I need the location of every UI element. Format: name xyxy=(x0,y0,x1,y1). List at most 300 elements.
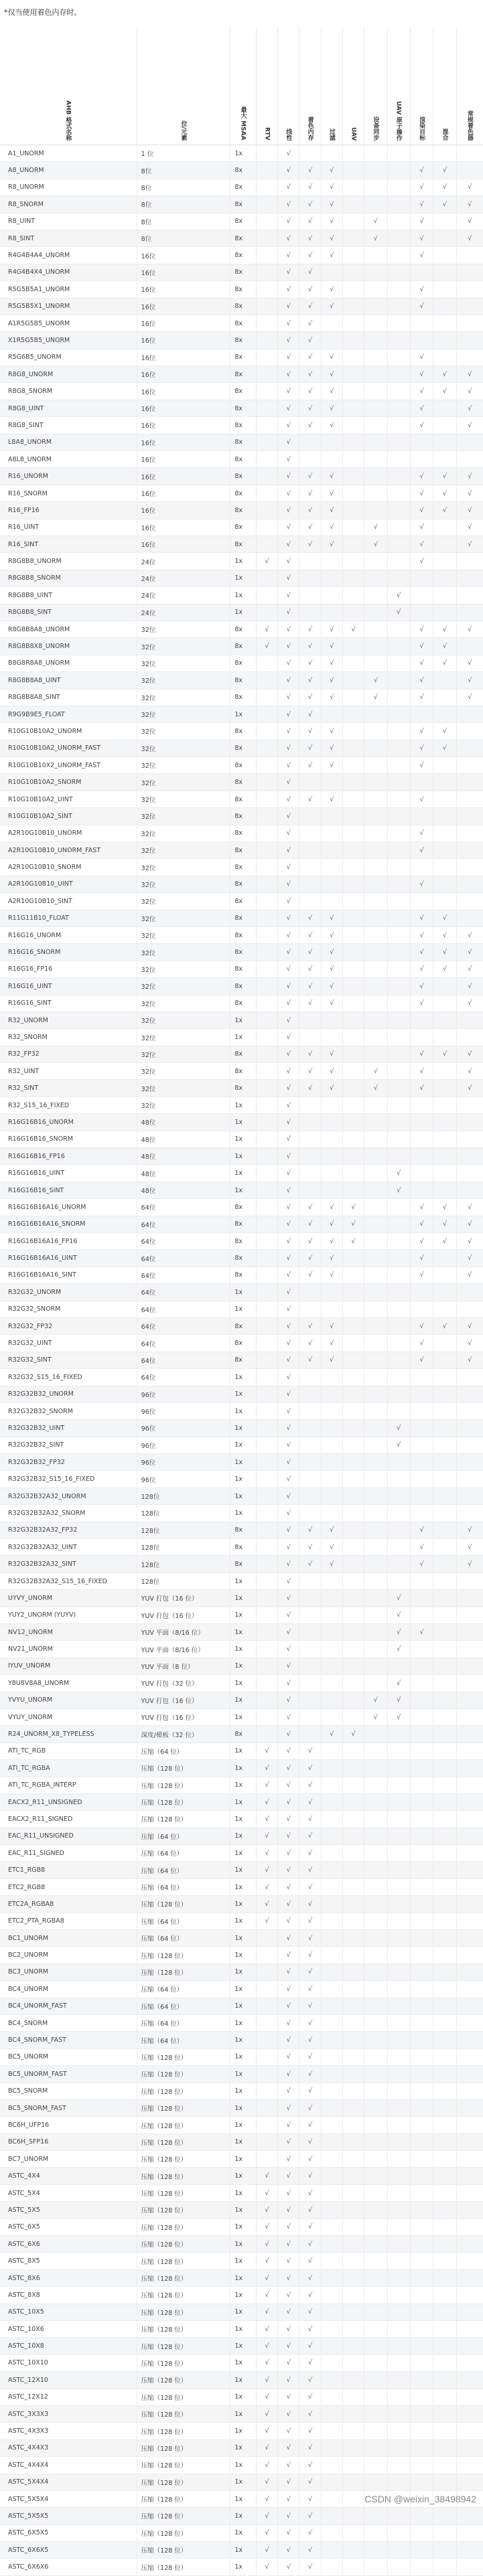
support-cell xyxy=(456,1726,483,1743)
msaa-cell: 1x xyxy=(230,1369,257,1386)
check-mark-icon: √ xyxy=(442,167,447,175)
format-name-cell: L8A8_UNORM xyxy=(0,434,137,451)
support-cell xyxy=(257,876,278,892)
support-cell xyxy=(387,723,410,740)
msaa-cell: 8x xyxy=(230,468,257,485)
bits-cell: 16位 xyxy=(137,383,230,400)
support-cell xyxy=(410,2117,433,2134)
support-cell xyxy=(433,281,456,298)
support-cell xyxy=(364,2066,387,2083)
support-cell xyxy=(278,2490,299,2507)
check-mark-icon: √ xyxy=(286,353,291,361)
msaa-cell: 8x xyxy=(230,1352,257,1368)
check-mark-icon: √ xyxy=(265,1866,269,1874)
table-row xyxy=(0,2508,483,2524)
check-mark-icon: √ xyxy=(286,761,291,769)
table-row xyxy=(0,1828,483,1844)
support-cell xyxy=(299,315,321,331)
bits-cell: 16位 xyxy=(137,298,230,315)
check-mark-icon: √ xyxy=(286,2529,291,2537)
support-cell xyxy=(364,2542,387,2559)
support-cell xyxy=(410,740,433,756)
check-mark-icon: √ xyxy=(419,234,424,242)
support-cell xyxy=(257,621,278,637)
support-cell xyxy=(456,1420,483,1437)
check-mark-icon: √ xyxy=(419,388,424,396)
support-cell xyxy=(456,2372,483,2389)
check-mark-icon: √ xyxy=(307,2223,313,2231)
support-cell xyxy=(364,2269,387,2286)
support-cell xyxy=(410,332,433,349)
support-cell xyxy=(257,400,278,416)
check-mark-icon: √ xyxy=(265,643,269,651)
support-cell xyxy=(321,1556,342,1573)
format-name-cell: R8_UINT xyxy=(0,213,137,230)
support-cell xyxy=(299,383,321,400)
support-cell xyxy=(364,162,387,179)
support-cell xyxy=(278,638,299,655)
support-cell xyxy=(456,842,483,859)
support-cell xyxy=(410,1539,433,1556)
support-cell xyxy=(299,281,321,298)
support-cell xyxy=(257,1250,278,1267)
support-cell xyxy=(257,536,278,552)
format-name-cell: R8G8B8X8_UNORM xyxy=(0,638,137,655)
support-cell xyxy=(456,553,483,570)
support-cell xyxy=(433,2184,456,2201)
support-cell xyxy=(387,774,410,791)
check-mark-icon: √ xyxy=(286,1424,291,1432)
support-cell xyxy=(321,2474,342,2490)
support-cell xyxy=(433,2202,456,2219)
support-cell xyxy=(299,944,321,961)
table-row xyxy=(0,995,483,1012)
check-mark-icon: √ xyxy=(419,643,424,651)
support-cell xyxy=(387,383,410,400)
support-cell xyxy=(387,1607,410,1623)
check-mark-icon: √ xyxy=(330,694,334,702)
support-cell xyxy=(456,774,483,791)
bits-cell: 128位 xyxy=(137,1487,230,1504)
support-cell xyxy=(387,247,410,264)
support-cell xyxy=(299,1896,321,1913)
support-cell xyxy=(456,1335,483,1352)
bits-cell: 16位 xyxy=(137,468,230,485)
check-mark-icon: √ xyxy=(419,1356,424,1364)
check-mark-icon: √ xyxy=(286,149,291,157)
support-cell xyxy=(257,213,278,230)
support-cell xyxy=(433,2117,456,2134)
support-cell xyxy=(456,2457,483,2474)
check-mark-icon: √ xyxy=(286,1815,291,1823)
support-cell xyxy=(278,1522,299,1538)
table-row xyxy=(0,1743,483,1759)
support-cell xyxy=(387,825,410,841)
support-cell xyxy=(410,485,433,501)
support-cell xyxy=(456,1675,483,1692)
support-cell xyxy=(364,1913,387,1929)
format-name-cell: ASTC_5X4X4 xyxy=(0,2474,137,2490)
support-cell xyxy=(299,927,321,943)
check-mark-icon: √ xyxy=(286,200,291,208)
support-cell xyxy=(257,1896,278,1913)
support-cell xyxy=(387,2508,410,2524)
support-cell xyxy=(321,281,342,298)
support-cell xyxy=(433,196,456,213)
table-row xyxy=(0,366,483,383)
support-cell xyxy=(364,961,387,977)
check-mark-icon: √ xyxy=(351,1220,356,1228)
format-name-cell: R32G32_UINT xyxy=(0,1335,137,1352)
support-cell xyxy=(278,1012,299,1028)
bits-cell: 32位 xyxy=(137,1097,230,1113)
table-row xyxy=(0,281,483,298)
support-cell xyxy=(456,757,483,774)
column-header-label: 着色内存 xyxy=(306,116,314,141)
support-cell xyxy=(433,1998,456,2014)
support-cell xyxy=(433,927,456,943)
support-cell xyxy=(299,332,321,349)
check-mark-icon: √ xyxy=(468,388,472,396)
check-mark-icon: √ xyxy=(442,744,447,752)
bits-cell: 32位 xyxy=(137,638,230,655)
support-cell xyxy=(321,332,342,349)
check-mark-icon: √ xyxy=(468,404,472,412)
support-cell xyxy=(433,893,456,910)
support-cell xyxy=(364,2338,387,2354)
check-mark-icon: √ xyxy=(468,200,472,208)
table-row xyxy=(0,1590,483,1607)
support-cell xyxy=(342,2014,364,2031)
support-cell xyxy=(257,1760,278,1777)
support-cell xyxy=(456,1454,483,1471)
check-mark-icon: √ xyxy=(265,2546,269,2554)
support-cell xyxy=(299,1029,321,1046)
support-cell xyxy=(342,1726,364,1743)
check-mark-icon: √ xyxy=(307,2359,313,2367)
support-cell xyxy=(342,1811,364,1828)
support-cell xyxy=(433,2524,456,2541)
support-cell xyxy=(410,2032,433,2048)
table-row xyxy=(0,927,483,943)
support-cell xyxy=(299,1845,321,1862)
format-name-cell: ASTC_4X4X4 xyxy=(0,2457,137,2474)
check-mark-icon: √ xyxy=(373,234,378,242)
support-cell xyxy=(278,1317,299,1334)
support-cell xyxy=(321,1199,342,1216)
bits-cell: 96位 xyxy=(137,1402,230,1419)
support-cell xyxy=(387,2457,410,2474)
check-mark-icon: √ xyxy=(286,285,291,293)
support-cell xyxy=(257,2151,278,2168)
support-cell xyxy=(257,1573,278,1589)
column-header-8 xyxy=(364,27,387,145)
support-cell xyxy=(299,451,321,468)
support-cell xyxy=(278,468,299,485)
support-cell xyxy=(456,2439,483,2456)
check-mark-icon: √ xyxy=(373,540,378,548)
check-mark-icon: √ xyxy=(307,1084,313,1093)
format-name-cell: BC7_UNORM xyxy=(0,2151,137,2168)
table-row xyxy=(0,621,483,637)
support-cell xyxy=(299,162,321,179)
bits-cell: 32位 xyxy=(137,689,230,706)
check-mark-icon: √ xyxy=(286,1475,291,1483)
check-mark-icon: √ xyxy=(373,1713,378,1721)
support-cell xyxy=(433,1743,456,1759)
support-cell xyxy=(387,2083,410,2099)
msaa-cell: 1x xyxy=(230,1930,257,1947)
format-name-cell: BC6H_UFP16 xyxy=(0,2117,137,2134)
check-mark-icon: √ xyxy=(330,183,334,191)
table-row xyxy=(0,1352,483,1368)
support-cell xyxy=(321,978,342,995)
support-cell xyxy=(410,1148,433,1165)
format-support-table xyxy=(0,27,483,2576)
support-cell xyxy=(342,2099,364,2116)
support-cell xyxy=(278,621,299,637)
support-cell xyxy=(387,2439,410,2456)
support-cell xyxy=(299,1233,321,1250)
support-cell xyxy=(433,2066,456,2083)
support-cell xyxy=(342,1317,364,1334)
check-mark-icon: √ xyxy=(286,829,291,837)
support-cell xyxy=(278,2083,299,2099)
column-header-4 xyxy=(278,27,299,145)
support-cell xyxy=(410,2321,433,2338)
support-cell xyxy=(433,859,456,876)
support-cell xyxy=(433,621,456,637)
support-cell xyxy=(257,1386,278,1402)
support-cell xyxy=(456,1878,483,1895)
support-cell xyxy=(257,366,278,383)
support-cell xyxy=(342,145,364,162)
msaa-cell: 8x xyxy=(230,485,257,501)
support-cell xyxy=(387,162,410,179)
support-cell xyxy=(257,1301,278,1317)
check-mark-icon: √ xyxy=(397,1696,401,1704)
column-header-1 xyxy=(137,27,230,145)
support-cell xyxy=(257,1793,278,1810)
support-cell xyxy=(299,1114,321,1131)
support-cell xyxy=(364,995,387,1012)
support-cell xyxy=(387,264,410,280)
support-cell xyxy=(410,638,433,655)
table-row xyxy=(0,740,483,756)
support-cell xyxy=(410,1284,433,1301)
table-row xyxy=(0,1726,483,1743)
support-cell xyxy=(278,842,299,859)
support-cell xyxy=(257,740,278,756)
table-row xyxy=(0,842,483,859)
msaa-cell: 8x xyxy=(230,383,257,400)
check-mark-icon: √ xyxy=(307,1271,313,1279)
support-cell xyxy=(364,910,387,927)
support-cell xyxy=(257,2066,278,2083)
support-cell xyxy=(433,1878,456,1895)
support-cell xyxy=(456,1284,483,1301)
bits-cell: 压缩（128 位） xyxy=(137,2134,230,2150)
format-name-cell: ASTC_8X5 xyxy=(0,2253,137,2269)
support-cell xyxy=(342,2269,364,2286)
support-cell xyxy=(410,264,433,280)
support-cell xyxy=(387,2168,410,2184)
check-mark-icon: √ xyxy=(286,1764,291,1772)
check-mark-icon: √ xyxy=(442,1203,447,1211)
check-mark-icon: √ xyxy=(286,846,291,854)
support-cell xyxy=(387,1352,410,1368)
check-mark-icon: √ xyxy=(330,643,334,651)
check-mark-icon: √ xyxy=(307,2444,313,2452)
check-mark-icon: √ xyxy=(286,1322,291,1330)
support-cell xyxy=(257,2117,278,2134)
support-cell xyxy=(364,2287,387,2304)
msaa-cell: 1x xyxy=(230,2389,257,2405)
support-cell xyxy=(257,1471,278,1487)
support-cell xyxy=(278,927,299,943)
bits-cell: 16位 xyxy=(137,485,230,501)
bits-cell: YUV 平面（8/16 位） xyxy=(137,1623,230,1640)
msaa-cell: 1x xyxy=(230,2253,257,2269)
support-cell xyxy=(456,2304,483,2320)
format-name-cell: R32G32_S15_16_FIXED xyxy=(0,1369,137,1386)
support-cell xyxy=(387,1114,410,1131)
bits-cell: 压缩（64 位） xyxy=(137,2032,230,2048)
support-cell xyxy=(433,2457,456,2474)
support-cell xyxy=(299,179,321,195)
msaa-cell: 8x xyxy=(230,1063,257,1080)
support-cell xyxy=(342,2048,364,2065)
support-cell xyxy=(278,1556,299,1573)
support-cell xyxy=(410,1199,433,1216)
support-cell xyxy=(364,604,387,621)
support-cell xyxy=(410,1114,433,1131)
bits-cell: 32位 xyxy=(137,1063,230,1080)
support-cell xyxy=(257,2321,278,2338)
msaa-cell: 1x xyxy=(230,2559,257,2575)
support-cell xyxy=(299,1590,321,1607)
check-mark-icon: √ xyxy=(286,2291,291,2299)
format-name-cell: EAC_R11_UNSIGNED xyxy=(0,1828,137,1844)
check-mark-icon: √ xyxy=(265,2359,269,2367)
support-cell xyxy=(410,451,433,468)
support-cell xyxy=(456,689,483,706)
support-cell xyxy=(278,1930,299,1947)
support-cell xyxy=(410,1335,433,1352)
support-cell xyxy=(257,1777,278,1793)
support-cell xyxy=(278,1454,299,1471)
support-cell xyxy=(257,1012,278,1028)
support-cell xyxy=(387,2134,410,2150)
check-mark-icon: √ xyxy=(307,2427,313,2435)
bits-cell: 96位 xyxy=(137,1471,230,1487)
check-mark-icon: √ xyxy=(307,1815,313,1823)
support-cell xyxy=(342,1420,364,1437)
support-cell xyxy=(257,2490,278,2507)
check-mark-icon: √ xyxy=(286,2563,291,2571)
check-mark-icon: √ xyxy=(286,2495,291,2503)
support-cell xyxy=(456,859,483,876)
bits-cell: 96位 xyxy=(137,1420,230,1437)
bits-cell: 16位 xyxy=(137,264,230,280)
check-mark-icon: √ xyxy=(286,183,291,191)
support-cell xyxy=(299,791,321,807)
msaa-cell: 8x xyxy=(230,281,257,298)
support-cell xyxy=(299,349,321,366)
check-mark-icon: √ xyxy=(265,1781,269,1789)
support-cell xyxy=(321,706,342,722)
check-mark-icon: √ xyxy=(286,2189,291,2197)
msaa-cell: 1x xyxy=(230,2405,257,2422)
support-cell xyxy=(257,332,278,349)
support-cell xyxy=(321,757,342,774)
msaa-cell: 1x xyxy=(230,1590,257,1607)
support-cell xyxy=(456,281,483,298)
support-cell xyxy=(278,2099,299,2116)
msaa-cell: 8x xyxy=(230,417,257,434)
support-cell xyxy=(410,893,433,910)
support-cell xyxy=(364,485,387,501)
support-cell xyxy=(321,944,342,961)
bits-cell: 压缩（64 位） xyxy=(137,1998,230,2014)
support-cell xyxy=(257,1029,278,1046)
msaa-cell: 8x xyxy=(230,451,257,468)
support-cell xyxy=(321,1487,342,1504)
support-cell xyxy=(342,1250,364,1267)
msaa-cell: 1x xyxy=(230,1777,257,1793)
support-cell xyxy=(364,655,387,671)
check-mark-icon: √ xyxy=(307,659,313,667)
support-cell xyxy=(387,2048,410,2065)
support-cell xyxy=(433,1471,456,1487)
support-cell xyxy=(433,1896,456,1913)
support-cell xyxy=(433,332,456,349)
support-cell xyxy=(278,859,299,876)
table-row xyxy=(0,774,483,791)
support-cell xyxy=(364,1386,387,1402)
support-cell xyxy=(433,995,456,1012)
table-row xyxy=(0,1233,483,1250)
support-cell xyxy=(278,808,299,825)
format-name-cell: R16G16B16A16_UNORM xyxy=(0,1199,137,1216)
support-cell xyxy=(410,1267,433,1283)
support-cell xyxy=(342,1097,364,1113)
format-name-cell: BC5_SNORM xyxy=(0,2083,137,2099)
format-name-cell: R10G10B10A2_UNORM_FAST xyxy=(0,740,137,756)
support-cell xyxy=(456,1012,483,1028)
support-cell xyxy=(257,2083,278,2099)
check-mark-icon: √ xyxy=(330,218,334,226)
msaa-cell: 1x xyxy=(230,1845,257,1862)
support-cell xyxy=(387,1675,410,1692)
support-cell xyxy=(321,553,342,570)
check-mark-icon: √ xyxy=(307,2189,313,2197)
support-cell xyxy=(387,689,410,706)
table-row xyxy=(0,1675,483,1692)
check-mark-icon: √ xyxy=(419,965,424,973)
check-mark-icon: √ xyxy=(468,1560,472,1568)
column-header-10 xyxy=(410,27,433,145)
check-mark-icon: √ xyxy=(330,625,334,633)
format-name-cell: R10G10B10A2_UNORM xyxy=(0,723,137,740)
check-mark-icon: √ xyxy=(286,2240,291,2248)
support-cell xyxy=(364,1522,387,1538)
table-row xyxy=(0,1080,483,1097)
check-mark-icon: √ xyxy=(286,2138,291,2146)
support-cell xyxy=(456,1233,483,1250)
support-cell xyxy=(433,536,456,552)
support-cell xyxy=(342,1267,364,1283)
